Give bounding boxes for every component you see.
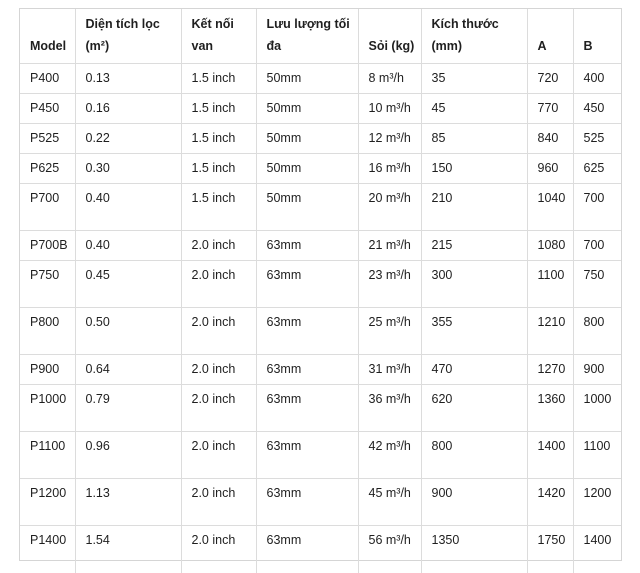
cell-gravel: 45 m³/h bbox=[358, 479, 421, 526]
cell-filter-area: 0.13 bbox=[75, 64, 181, 94]
table-body bbox=[20, 64, 621, 573]
cell-max-flow: 50mm bbox=[256, 184, 358, 231]
cell-model: P1400 bbox=[20, 526, 75, 573]
cell-b: 1100 bbox=[573, 432, 621, 479]
cell-filter-area: 1.54 bbox=[75, 526, 181, 573]
cell-b: 525 bbox=[573, 124, 621, 154]
cell-a: 1750 bbox=[527, 526, 573, 573]
cell-b: 700 bbox=[573, 184, 621, 231]
cell-a: 1080 bbox=[527, 231, 573, 261]
table-header bbox=[20, 9, 621, 64]
cell-valve-connection: 1.5 inch bbox=[181, 64, 256, 94]
cell-filter-area: 0.22 bbox=[75, 124, 181, 154]
cell-dimensions: 300 bbox=[421, 261, 527, 308]
cell-gravel: 20 m³/h bbox=[358, 184, 421, 231]
cell-a: 1400 bbox=[527, 432, 573, 479]
cell-max-flow: 50mm bbox=[256, 154, 358, 184]
cell-filter-area: 0.40 bbox=[75, 231, 181, 261]
cell-dimensions: 470 bbox=[421, 355, 527, 385]
table-row bbox=[20, 124, 621, 154]
table-row bbox=[20, 432, 621, 479]
cell-max-flow: 63mm bbox=[256, 479, 358, 526]
cell-model: P1000 bbox=[20, 385, 75, 432]
cell-model: P900 bbox=[20, 355, 75, 385]
cell-filter-area: 0.64 bbox=[75, 355, 181, 385]
cell-gravel: 56 m³/h bbox=[358, 526, 421, 573]
table-row bbox=[20, 355, 621, 385]
cell-filter-area: 0.40 bbox=[75, 184, 181, 231]
cell-valve-connection: 2.0 inch bbox=[181, 432, 256, 479]
cell-valve-connection: 2.0 inch bbox=[181, 355, 256, 385]
cell-filter-area: 0.96 bbox=[75, 432, 181, 479]
cell-b: 900 bbox=[573, 355, 621, 385]
cell-dimensions: 210 bbox=[421, 184, 527, 231]
cell-valve-connection: 2.0 inch bbox=[181, 385, 256, 432]
cell-gravel: 25 m³/h bbox=[358, 308, 421, 355]
cell-gravel: 31 m³/h bbox=[358, 355, 421, 385]
cell-a: 840 bbox=[527, 124, 573, 154]
header-a: A bbox=[527, 9, 573, 64]
cell-filter-area: 1.13 bbox=[75, 479, 181, 526]
table-row bbox=[20, 526, 621, 573]
cell-a: 1360 bbox=[527, 385, 573, 432]
cell-max-flow: 63mm bbox=[256, 261, 358, 308]
header-gravel: Sỏi (kg) bbox=[358, 9, 421, 64]
cell-valve-connection: 2.0 inch bbox=[181, 231, 256, 261]
cell-valve-connection: 2.0 inch bbox=[181, 261, 256, 308]
cell-gravel: 10 m³/h bbox=[358, 94, 421, 124]
cell-dimensions: 900 bbox=[421, 479, 527, 526]
table-row bbox=[20, 479, 621, 526]
cell-valve-connection: 1.5 inch bbox=[181, 154, 256, 184]
spec-table bbox=[20, 9, 621, 573]
header-valve-connection: Kết nối van bbox=[181, 9, 256, 64]
cell-max-flow: 63mm bbox=[256, 432, 358, 479]
header-model: Model bbox=[20, 9, 75, 64]
cell-b: 1000 bbox=[573, 385, 621, 432]
table-row bbox=[20, 308, 621, 355]
cell-b: 450 bbox=[573, 94, 621, 124]
header-filter-area: Diện tích lọc (m²) bbox=[75, 9, 181, 64]
cell-dimensions: 800 bbox=[421, 432, 527, 479]
cell-gravel: 8 m³/h bbox=[358, 64, 421, 94]
cell-valve-connection: 2.0 inch bbox=[181, 308, 256, 355]
cell-model: P525 bbox=[20, 124, 75, 154]
cell-a: 1420 bbox=[527, 479, 573, 526]
cell-valve-connection: 1.5 inch bbox=[181, 94, 256, 124]
cell-b: 800 bbox=[573, 308, 621, 355]
cell-dimensions: 45 bbox=[421, 94, 527, 124]
header-row bbox=[20, 9, 621, 64]
cell-gravel: 23 m³/h bbox=[358, 261, 421, 308]
table-row bbox=[20, 184, 621, 231]
table-row bbox=[20, 94, 621, 124]
cell-max-flow: 50mm bbox=[256, 124, 358, 154]
cell-b: 750 bbox=[573, 261, 621, 308]
cell-filter-area: 0.50 bbox=[75, 308, 181, 355]
table-row bbox=[20, 154, 621, 184]
cell-model: P700B bbox=[20, 231, 75, 261]
cell-max-flow: 63mm bbox=[256, 526, 358, 573]
cell-model: P625 bbox=[20, 154, 75, 184]
cell-filter-area: 0.16 bbox=[75, 94, 181, 124]
spec-table-frame bbox=[19, 8, 622, 561]
cell-a: 1210 bbox=[527, 308, 573, 355]
header-max-flow: Lưu lượng tối đa bbox=[256, 9, 358, 64]
cell-b: 625 bbox=[573, 154, 621, 184]
cell-gravel: 21 m³/h bbox=[358, 231, 421, 261]
cell-gravel: 42 m³/h bbox=[358, 432, 421, 479]
cell-max-flow: 63mm bbox=[256, 231, 358, 261]
cell-filter-area: 0.45 bbox=[75, 261, 181, 308]
header-b: B bbox=[573, 9, 621, 64]
cell-model: P750 bbox=[20, 261, 75, 308]
cell-b: 1400 bbox=[583, 533, 612, 547]
cell-gravel: 12 m³/h bbox=[358, 124, 421, 154]
table-row bbox=[20, 261, 621, 308]
cell-max-flow: 63mm bbox=[256, 355, 358, 385]
cell-a: 770 bbox=[527, 94, 573, 124]
cell-b: 700 bbox=[573, 231, 621, 261]
cell-max-flow: 50mm bbox=[256, 64, 358, 94]
cell-max-flow: 50mm bbox=[256, 94, 358, 124]
cell-b: 400 bbox=[573, 64, 621, 94]
cell-valve-connection: 1.5 inch bbox=[181, 184, 256, 231]
cell-model: P800 bbox=[20, 308, 75, 355]
cell-gravel: 16 m³/h bbox=[358, 154, 421, 184]
table-row bbox=[20, 231, 621, 261]
cell-dimensions: 215 bbox=[421, 231, 527, 261]
cell-filter-area: 0.30 bbox=[75, 154, 181, 184]
cell-model: P700 bbox=[20, 184, 75, 231]
cell-dimensions: 35 bbox=[421, 64, 527, 94]
cell-model: P450 bbox=[20, 94, 75, 124]
header-dimensions: Kích thước (mm) bbox=[421, 9, 527, 64]
cell-a: 1040 bbox=[527, 184, 573, 231]
cell-b: 1200 bbox=[573, 479, 621, 526]
cell-gravel: 36 m³/h bbox=[358, 385, 421, 432]
cell-valve-connection: 1.5 inch bbox=[181, 124, 256, 154]
cell-model: P1200 bbox=[20, 479, 75, 526]
cell-valve-connection: 2.0 inch bbox=[181, 479, 256, 526]
cell-model: P1100 bbox=[20, 432, 75, 479]
cell-model: P400 bbox=[20, 64, 75, 94]
cell-a: 1270 bbox=[527, 355, 573, 385]
table-row bbox=[20, 385, 621, 432]
cell-dimensions: 355 bbox=[421, 308, 527, 355]
cell-dimensions: 150 bbox=[421, 154, 527, 184]
cell-dimensions: 85 bbox=[421, 124, 527, 154]
cell-dimensions: 1350 bbox=[421, 526, 527, 573]
cell-dimensions: 620 bbox=[421, 385, 527, 432]
cell-valve-connection: 2.0 inch bbox=[181, 526, 256, 573]
cell-a: 720 bbox=[527, 64, 573, 94]
cell-max-flow: 63mm bbox=[256, 385, 358, 432]
cell-a: 1100 bbox=[527, 261, 573, 308]
cell-max-flow: 63mm bbox=[256, 308, 358, 355]
table-row bbox=[20, 64, 621, 94]
cell-a: 960 bbox=[527, 154, 573, 184]
cell-filter-area: 0.79 bbox=[75, 385, 181, 432]
